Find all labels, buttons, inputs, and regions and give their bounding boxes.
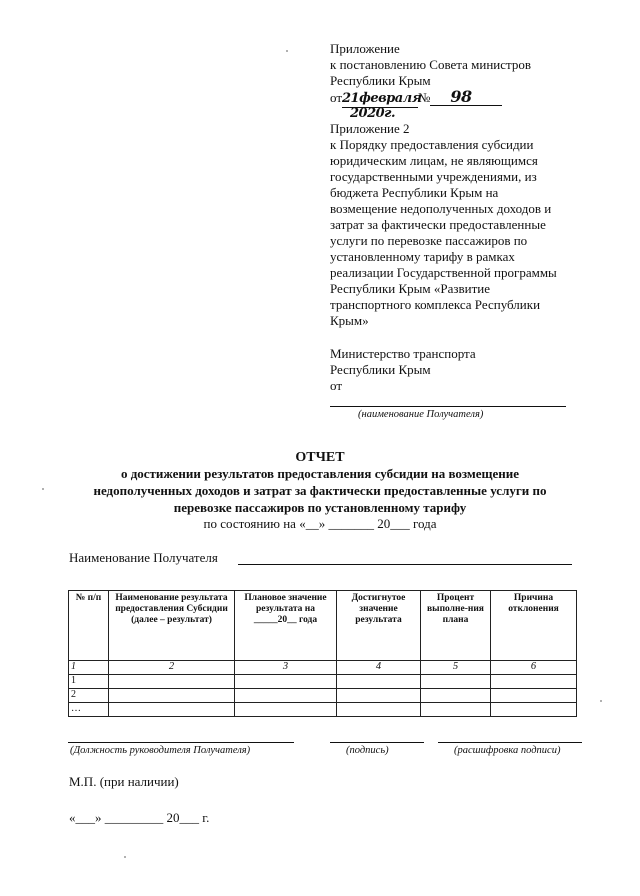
table-cell [491, 675, 577, 689]
column-number: 5 [421, 661, 491, 675]
report-title-line2: недополученных доходов и затрат за фактически предоставленные услуги по [93, 483, 547, 498]
table-row [69, 689, 577, 703]
stamp-label: М.П. (при наличии) [69, 774, 179, 789]
table-cell [421, 675, 491, 689]
report-date-line: по состоянию на «__» _______ 20___ года [203, 516, 437, 531]
appendix-line2: к постановлению Совета министров [330, 57, 531, 72]
appendix2-line: затрат за фактически предоставленные [330, 217, 546, 232]
appendix2-line: юридическим лицам, не являющимся [330, 153, 538, 168]
column-number: 2 [109, 661, 235, 675]
recipient-input-line [238, 564, 572, 565]
report-heading: ОТЧЕТ [295, 450, 345, 465]
signature-line [330, 742, 424, 743]
header-reason: Причина отклонения [491, 591, 577, 661]
appendix2-line: Республики Крым «Развитие [330, 281, 490, 296]
table-cell [421, 689, 491, 703]
recipient-label: Наименование Получателя [69, 550, 218, 565]
from-label: от [330, 90, 343, 105]
table-cell [337, 703, 421, 717]
table-cell [235, 675, 337, 689]
handwritten-date: 21февраля [342, 91, 422, 106]
header-number: № п/п [69, 591, 109, 661]
table-row [69, 703, 577, 717]
table-cell [109, 703, 235, 717]
column-number: 4 [337, 661, 421, 675]
addressee-line1: Министерство транспорта [330, 346, 476, 361]
table-header-row [69, 591, 577, 661]
appendix-line3: Республики Крым [330, 73, 431, 88]
header-percent: Процент выполне-ния плана [421, 591, 491, 661]
header-achieved-value: Достигнутое значение результата [337, 591, 421, 661]
appendix2-block [330, 121, 557, 329]
signing-date-line: «___» _________ 20___ г. [69, 810, 210, 825]
decoding-caption: (расшифровка подписи) [454, 745, 561, 756]
appendix2-line: государственными учреждениями, из [330, 169, 537, 184]
header-result-name: Наименование результата предоставления Субсидии (далее – результат) [109, 591, 235, 661]
appendix2-line: бюджета Республики Крым на [330, 185, 499, 200]
addressee-line2: Республики Крым [330, 362, 431, 377]
handwritten-number: 98 [430, 89, 502, 106]
column-number: 6 [491, 661, 577, 675]
row-number: 1 [69, 675, 109, 689]
table-cell [235, 689, 337, 703]
table-row [69, 675, 577, 689]
position-line [68, 742, 294, 743]
table-cell [109, 689, 235, 703]
column-number: 3 [235, 661, 337, 675]
number-label: № [418, 90, 431, 105]
row-number: … [69, 703, 109, 717]
column-number: 1 [69, 661, 109, 675]
table-cell [235, 703, 337, 717]
appendix2-line: к Порядку предоставления субсидии [330, 137, 534, 152]
appendix2-line: реализации Государственной программы [330, 265, 557, 280]
appendix2-line: Приложение 2 [330, 121, 410, 136]
position-caption: (Должность руководителя Получателя) [70, 745, 251, 756]
table-cell [491, 689, 577, 703]
table-cell [337, 689, 421, 703]
recipient-name-caption: (наименование Получателя) [358, 409, 484, 420]
scan-speck [286, 50, 288, 52]
scan-speck [42, 488, 44, 490]
table-cell [109, 675, 235, 689]
report-title-line1: о достижении результатов предоставления субсидии на возмещение [120, 466, 520, 481]
appendix2-line: возмещение недополученных доходов и [330, 201, 552, 216]
report-table [68, 590, 577, 717]
scan-speck [124, 856, 126, 858]
addressee-line3: от [330, 378, 343, 393]
handwritten-year: 2020г. [350, 106, 396, 121]
appendix-line1: Приложение [330, 41, 400, 56]
scan-speck [600, 700, 602, 702]
table-cell [491, 703, 577, 717]
appendix2-line: Крым» [330, 313, 369, 328]
table-number-row [69, 661, 577, 675]
recipient-name-line [330, 406, 566, 407]
table-cell [337, 675, 421, 689]
decoding-line [438, 742, 582, 743]
header-planned-value: Плановое значение результата на _____20__ года [235, 591, 337, 661]
appendix2-line: установленному тарифу в рамках [330, 249, 515, 264]
row-number: 2 [69, 689, 109, 703]
appendix2-line: услуги по перевозке пассажиров по [330, 233, 528, 248]
table-cell [421, 703, 491, 717]
report-title-line3: перевозке пассажиров по установленному тарифу [173, 500, 467, 515]
signature-caption: (подпись) [346, 745, 389, 756]
appendix2-line: транспортного комплекса Республики [330, 297, 541, 312]
